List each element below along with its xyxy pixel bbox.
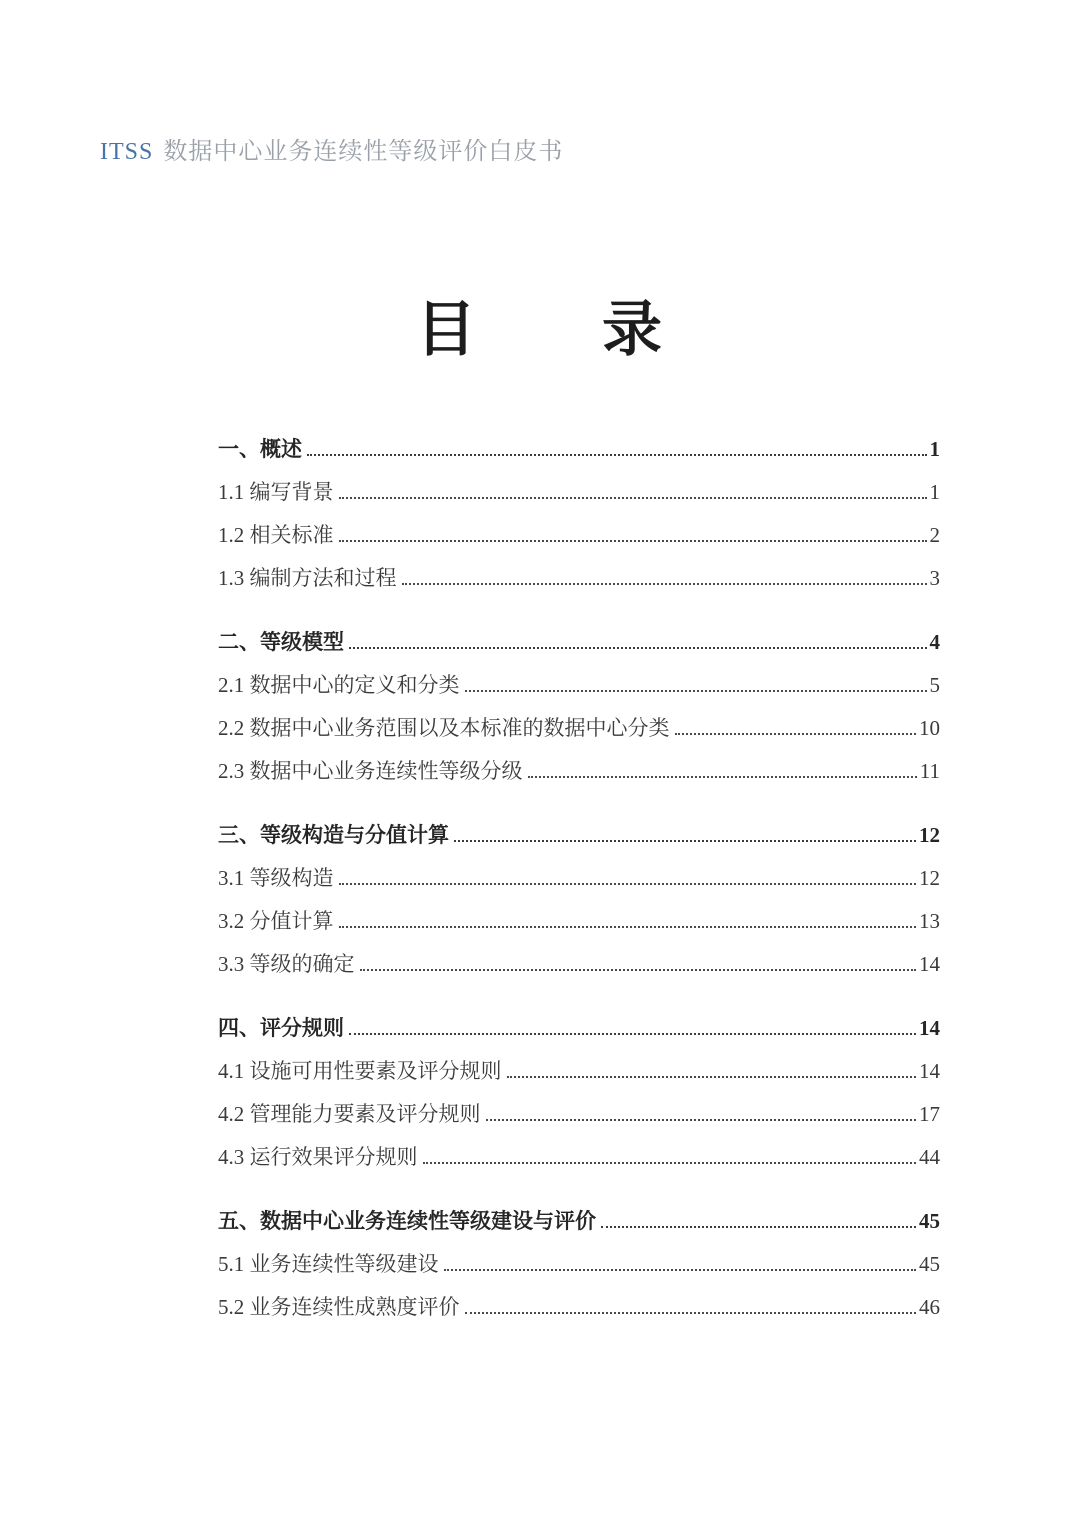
toc-entry-label: 一、概述 [218, 437, 302, 461]
toc-entry-label: 四、评分规则 [218, 1016, 344, 1040]
toc-entry[interactable] [218, 672, 940, 698]
toc-entry[interactable] [218, 758, 940, 784]
dot-leader [339, 883, 917, 885]
toc-entry-label: 2.1 数据中心的定义和分类 [218, 673, 460, 697]
toc-entry-page-number: 11 [919, 759, 940, 783]
toc-entry-label: 3.2 分值计算 [218, 909, 334, 933]
toc-entry-label: 二、等级模型 [218, 630, 344, 654]
toc-entry-page-number: 5 [929, 673, 940, 697]
dot-leader [360, 969, 917, 971]
toc-entry[interactable] [218, 479, 940, 505]
dot-leader [465, 1312, 917, 1314]
toc-entry-page-number: 4 [929, 630, 940, 654]
toc-entry[interactable] [218, 1294, 940, 1320]
dot-leader [339, 540, 927, 542]
toc-entry-label: 五、数据中心业务连续性等级建设与评价 [218, 1209, 596, 1233]
toc-section [218, 1015, 940, 1170]
toc-section [218, 629, 940, 784]
dot-leader [339, 497, 927, 499]
toc-page-title: 目 录 [416, 297, 664, 363]
dot-leader [423, 1162, 917, 1164]
toc-entry[interactable] [218, 1251, 940, 1277]
toc-entry-label: 4.3 运行效果评分规则 [218, 1145, 418, 1169]
dot-leader [507, 1076, 917, 1078]
toc-entry-page-number: 14 [919, 1016, 940, 1040]
toc-entry-page-number: 2 [929, 523, 940, 547]
toc-section [218, 822, 940, 977]
toc-entry-label: 2.3 数据中心业务连续性等级分级 [218, 759, 523, 783]
toc-entry[interactable] [218, 951, 940, 977]
dot-leader [454, 840, 916, 842]
toc-entry-page-number: 10 [919, 716, 940, 740]
toc-entry-label: 4.2 管理能力要素及评分规则 [218, 1102, 481, 1126]
dot-leader [402, 583, 927, 585]
toc-entry[interactable] [218, 865, 940, 891]
toc-entry-page-number: 44 [919, 1145, 940, 1169]
dot-leader [339, 926, 917, 928]
toc-entry-label: 2.2 数据中心业务范围以及本标准的数据中心分类 [218, 716, 670, 740]
toc-entry-page-number: 12 [919, 866, 940, 890]
toc-entry-page-number: 17 [919, 1102, 940, 1126]
toc-entry-label: 1.1 编写背景 [218, 480, 334, 504]
toc-entry[interactable] [218, 1144, 940, 1170]
toc-entry[interactable] [218, 1058, 940, 1084]
toc-entry[interactable] [218, 1101, 940, 1127]
toc-entry-page-number: 1 [929, 437, 940, 461]
toc-section-heading[interactable] [218, 1015, 940, 1041]
document-title: 数据中心业务连续性等级评价白皮书 [163, 139, 564, 165]
toc-entry-page-number: 46 [919, 1295, 940, 1319]
toc-entry-page-number: 3 [929, 566, 940, 590]
toc-entry-page-number: 12 [919, 823, 940, 847]
brand-label: ITSS [100, 139, 154, 165]
toc-section [218, 1208, 940, 1320]
toc-section-heading[interactable] [218, 436, 940, 462]
toc-section-heading[interactable] [218, 1208, 940, 1234]
toc-entry-label: 1.3 编制方法和过程 [218, 566, 397, 590]
toc-section-heading[interactable] [218, 629, 940, 655]
toc-entry-page-number: 13 [919, 909, 940, 933]
toc-entry-label: 5.1 业务连续性等级建设 [218, 1252, 439, 1276]
toc-entry-page-number: 1 [929, 480, 940, 504]
dot-leader [349, 1033, 916, 1035]
toc-section [218, 436, 940, 591]
dot-leader [528, 776, 917, 778]
toc-entry-page-number: 45 [919, 1252, 940, 1276]
dot-leader [307, 454, 927, 456]
toc-entry-label: 3.1 等级构造 [218, 866, 334, 890]
dot-leader [675, 733, 917, 735]
dot-leader [486, 1119, 917, 1121]
toc-entry-label: 1.2 相关标准 [218, 523, 334, 547]
toc-entry-page-number: 14 [919, 952, 940, 976]
toc-entry-label: 4.1 设施可用性要素及评分规则 [218, 1059, 502, 1083]
toc-entry-page-number: 45 [919, 1209, 940, 1233]
toc-entry[interactable] [218, 522, 940, 548]
toc-entry-label: 3.3 等级的确定 [218, 952, 355, 976]
dot-leader [444, 1269, 917, 1271]
toc-entry-page-number: 14 [919, 1059, 940, 1083]
dot-leader [465, 690, 927, 692]
toc-list [218, 436, 940, 1337]
toc-entry-label: 三、等级构造与分值计算 [218, 823, 449, 847]
dot-leader [349, 647, 927, 649]
toc-entry[interactable] [218, 565, 940, 591]
running-header [100, 131, 563, 166]
toc-entry[interactable] [218, 715, 940, 741]
toc-section-heading[interactable] [218, 822, 940, 848]
toc-entry[interactable] [218, 908, 940, 934]
toc-entry-label: 5.2 业务连续性成熟度评价 [218, 1295, 460, 1319]
dot-leader [601, 1226, 916, 1228]
